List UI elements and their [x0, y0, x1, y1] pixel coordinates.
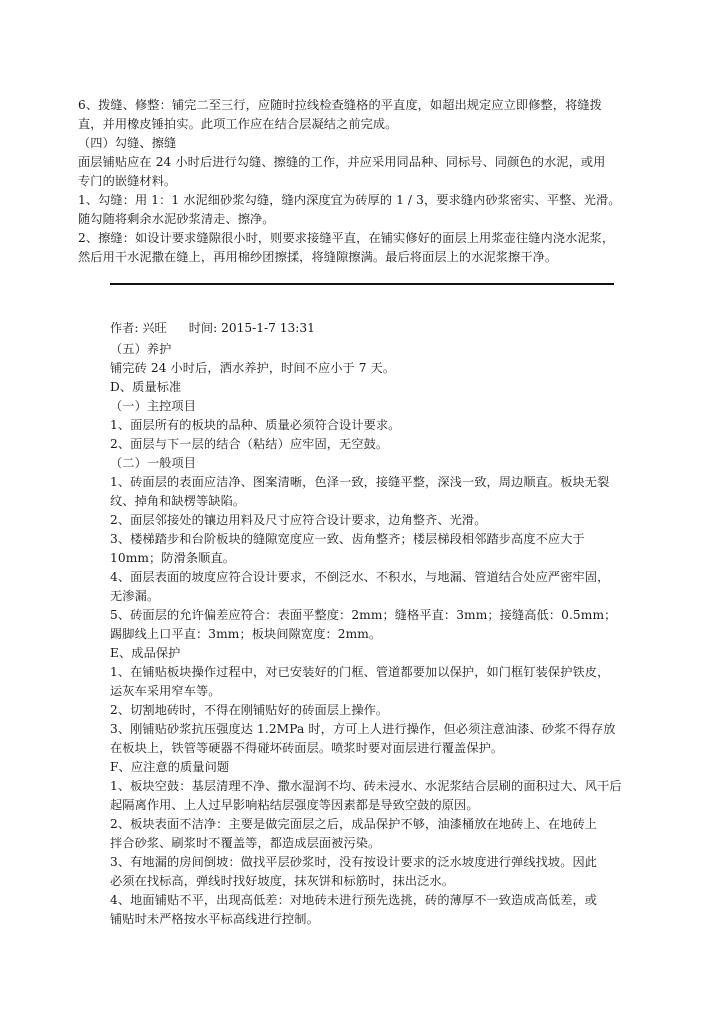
post-meta: [110, 319, 640, 340]
text-line: 专门的嵌缝材料。: [78, 174, 177, 188]
bottom-text-section: [110, 319, 640, 929]
text-line: 6、拨缝、修整：铺完二至三行，应随时拉线检查缝格的平直度，如超出规定应立即修整，将缝拨: [78, 98, 602, 112]
text-line: 2、面层邻接处的镶边用料及尺寸应符合设计要求，边角整齐、光滑。: [110, 513, 487, 527]
text-line: （一）主控项目: [110, 399, 197, 413]
text-line: 3、刚铺贴砂浆抗压强度达 1.2MPa 时，方可上人进行操作，但必须注意油漆、砂浆不得存放: [110, 722, 616, 736]
text-line: 1、砖面层的表面应洁净、图案清晰，色泽一致，接缝平整，深浅一致，周边顺直。板块无裂: [110, 475, 610, 489]
text-line: 直，并用橡皮锤拍实。此项工作应在结合层凝结之前完成。: [78, 117, 398, 131]
text-line: （五）养护: [110, 342, 172, 356]
text-line: 3、楼梯踏步和台阶板块的缝隙宽度应一致、齿角整齐；楼层梯段相邻踏步高度不应大于: [110, 532, 585, 546]
text-line: 纹、掉角和缺楞等缺陷。: [110, 494, 246, 508]
text-line: 铺完砖 24 小时后，洒水养护，时间不应小于 7 天。: [110, 361, 396, 375]
text-line: 1、在铺贴板块操作过程中，对已安装好的门框、管道都要加以保护，如门框钉装保护铁皮，: [110, 665, 610, 679]
text-line: E、成品保护: [110, 646, 181, 660]
text-line: 1、面层所有的板块的品种、质量必须符合设计要求。: [110, 418, 401, 432]
text-line: 运灰车采用窄车等。: [110, 684, 221, 698]
text-line: 起隔离作用、上人过早影响粘结层强度等因素都是导致空鼓的原因。: [110, 798, 479, 812]
bottom-lines: [110, 340, 640, 929]
text-line: 拌合砂浆、刷浆时不覆盖等，都造成层面被污染。: [110, 836, 381, 850]
text-line: 在板块上，铁管等硬器不得碰坏砖面层。喷浆时要对面层进行覆盖保护。: [110, 741, 504, 755]
horizontal-divider: [110, 283, 614, 285]
text-line: 1、勾缝：用 1：1 水泥细砂浆勾缝，缝内深度宜为砖厚的 1 / 3，要求缝内砂浆密实、平整、光滑。: [78, 193, 621, 207]
text-line: D、质量标准: [110, 380, 182, 394]
time-label: 时间: 2015-1-7 13:31: [188, 321, 315, 335]
text-line: 2、板块表面不洁净：主要是做完面层之后，成品保护不够，油漆桶放在地砖上、在地砖上: [110, 817, 598, 831]
text-line: 4、面层表面的坡度应符合设计要求，不倒泛水、不积水，与地漏、管道结合处应严密牢固，: [110, 570, 610, 584]
text-line: （四）勾缝、擦缝: [78, 136, 177, 150]
text-line: 3、有地漏的房间倒坡：做找平层砂浆时，没有按设计要求的泛水坡度进行弹线找坡。因此: [110, 855, 598, 869]
text-line: 踢脚线上口平直：3mm；板块间隙宽度：2mm。: [110, 627, 382, 641]
text-line: 面层铺贴应在 24 小时后进行勾缝、擦缝的工作，并应采用同品种、同标号、同颜色的水泥，或用: [78, 155, 606, 169]
top-text-section: [78, 96, 638, 267]
text-line: F、应注意的质量问题: [110, 760, 230, 774]
text-line: 2、擦缝：如设计要求缝隙很小时，则要求接缝平直，在铺实修好的面层上用浆壶往缝内浇水泥浆，: [78, 231, 615, 245]
text-line: 5、砖面层的允许偏差应符合：表面平整度：2mm；缝格平直：3mm；接缝高低：0.5mm；: [110, 608, 617, 622]
text-line: 1、板块空鼓：基层清理不净、撒水湿润不均、砖未浸水、水泥浆结合层刷的面积过大、风干后: [110, 779, 622, 793]
text-line: （二）一般项目: [110, 456, 197, 470]
text-line: 必须在找标高，弹线时找好坡度，抹灰饼和标筋时，抹出泛水。: [110, 874, 455, 888]
text-line: 然后用干水泥撒在缝上，再用棉纱团擦揉，将缝隙擦满。最后将面层上的水泥浆擦干净。: [78, 250, 558, 264]
text-line: 2、切割地砖时，不得在刚铺贴好的砖面层上操作。: [110, 703, 389, 717]
text-line: 4、地面铺贴不平，出现高低差：对地砖未进行预先选挑，砖的薄厚不一致造成高低差，或: [110, 893, 598, 907]
author-label: 作者: 兴旺: [110, 321, 167, 335]
text-line: 10mm；防滑条顺直。: [110, 551, 236, 565]
text-line: 2、面层与下一层的结合（粘结）应牢固，无空鼓。: [110, 437, 389, 451]
text-line: 随勾随将剩余水泥砂浆清走、擦净。: [78, 212, 275, 226]
text-line: 无渗漏。: [110, 589, 160, 603]
text-line: 铺贴时未严格按水平标高线进行控制。: [110, 912, 319, 926]
